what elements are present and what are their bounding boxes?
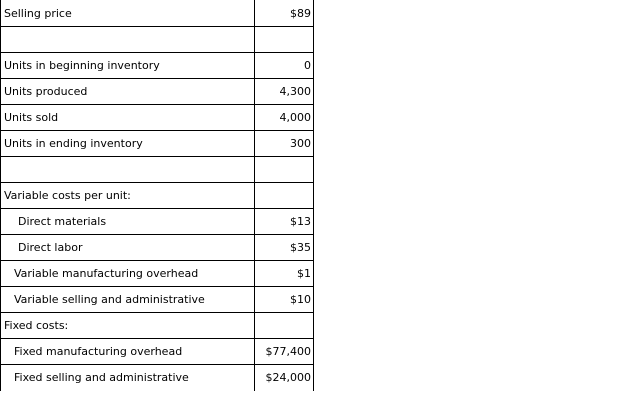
row-value-cell: [255, 313, 314, 339]
row-label-cell: Variable manufacturing overhead: [1, 261, 255, 287]
row-value-cell: 4,300: [255, 79, 314, 105]
row-value-cell: $24,000: [255, 365, 314, 391]
row-label-cell: Variable costs per unit:: [1, 183, 255, 209]
table-row: [1, 313, 314, 339]
row-value-cell: $1: [255, 261, 314, 287]
row-label-cell: Fixed manufacturing overhead: [1, 339, 255, 365]
row-label-cell: Direct labor: [1, 235, 255, 261]
row-label-cell: [1, 157, 255, 183]
table-row: [1, 157, 314, 183]
table-row: [1, 365, 314, 391]
row-value-cell: $35: [255, 235, 314, 261]
row-label-cell: Direct materials: [1, 209, 255, 235]
row-label-cell: Variable selling and administrative: [1, 287, 255, 313]
row-value-cell: 0: [255, 53, 314, 79]
table-row: [1, 209, 314, 235]
table-row: [1, 235, 314, 261]
row-label-cell: Units in ending inventory: [1, 131, 255, 157]
row-value-cell: [255, 183, 314, 209]
row-value-cell: $77,400: [255, 339, 314, 365]
row-label-cell: Units in beginning inventory: [1, 53, 255, 79]
table-row: [1, 261, 314, 287]
table-row: [1, 131, 314, 157]
row-value-cell: [255, 27, 314, 53]
row-label-cell: Units sold: [1, 105, 255, 131]
table-row: [1, 27, 314, 53]
row-label-cell: Fixed selling and administrative: [1, 365, 255, 391]
table-row: [1, 79, 314, 105]
row-value-cell: 300: [255, 131, 314, 157]
table-row: [1, 1, 314, 27]
row-label-cell: Units produced: [1, 79, 255, 105]
row-label-cell: Fixed costs:: [1, 313, 255, 339]
row-value-cell: $89: [255, 1, 314, 27]
table-row: [1, 339, 314, 365]
table-row: [1, 287, 314, 313]
row-value-cell: $10: [255, 287, 314, 313]
cost-data-table: [0, 0, 314, 391]
table-row: [1, 53, 314, 79]
row-value-cell: $13: [255, 209, 314, 235]
table-row: [1, 105, 314, 131]
cost-table-body: [1, 1, 314, 391]
table-row: [1, 183, 314, 209]
row-value-cell: [255, 157, 314, 183]
row-label-cell: Selling price: [1, 1, 255, 27]
row-value-cell: 4,000: [255, 105, 314, 131]
row-label-cell: [1, 27, 255, 53]
